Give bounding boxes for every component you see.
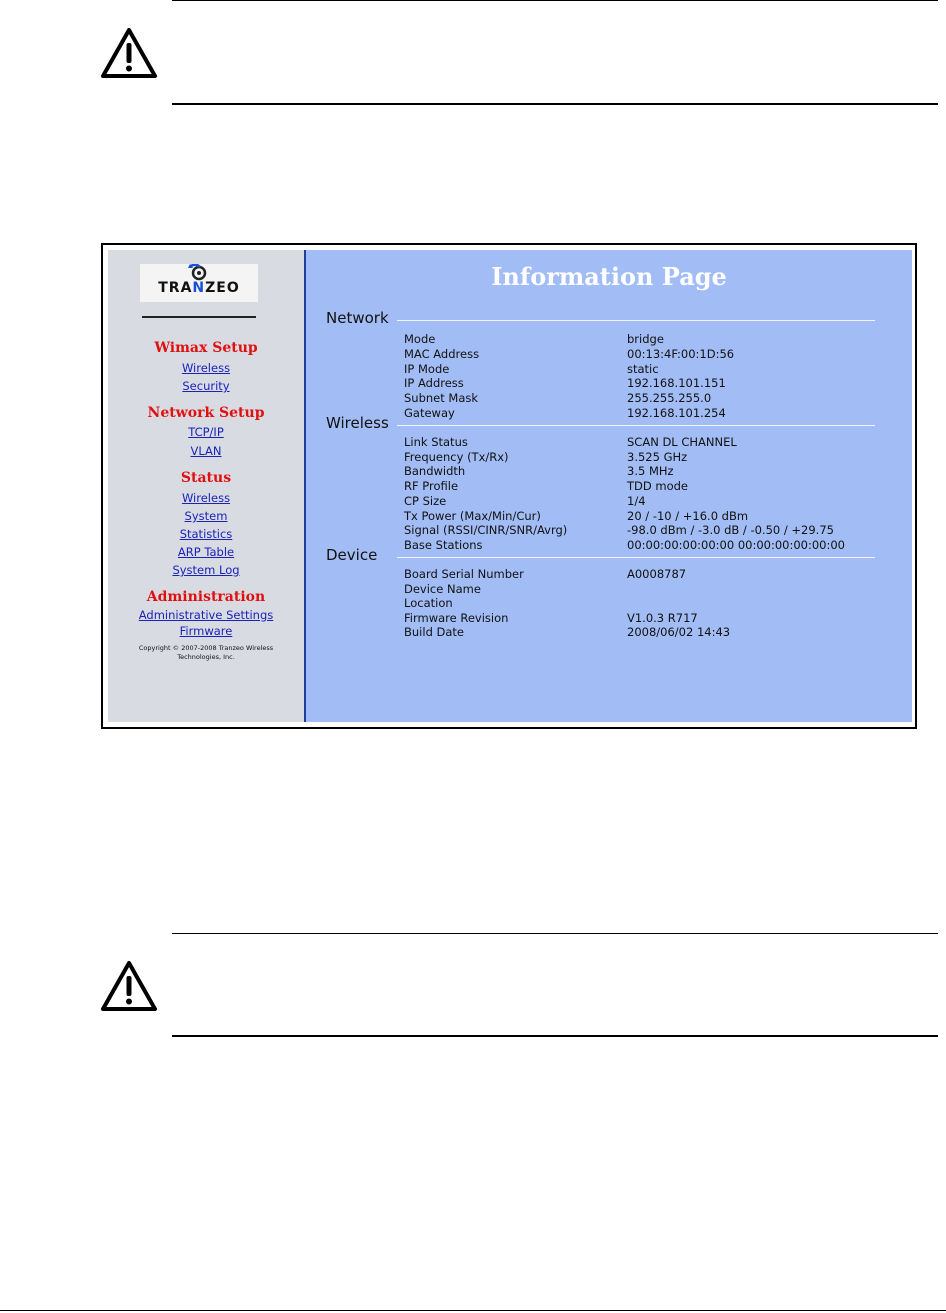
info-row-label: Tx Power (Max/Min/Cur) — [404, 508, 541, 523]
info-row-value: TDD mode — [627, 479, 689, 494]
info-row-label: Base Stations — [404, 537, 483, 552]
nav-link-tcp-ip[interactable]: TCP/IP — [188, 425, 224, 439]
tranzeo-logo — [140, 264, 258, 302]
section-divider-wireless — [397, 425, 875, 426]
nav-link-status-wireless[interactable]: Wireless — [181, 491, 231, 505]
section-label-wireless: Wireless — [326, 414, 389, 432]
info-row-label: Gateway — [404, 406, 455, 420]
info-row — [306, 450, 912, 464]
info-row-value: -98.0 dBm / -3.0 dB / -0.50 / +29.75 — [627, 523, 834, 538]
info-row — [306, 406, 912, 420]
info-row-label: Frequency (Tx/Rx) — [404, 449, 509, 464]
info-row — [306, 435, 912, 449]
info-row-value: 00:00:00:00:00:00 00:00:00:00:00:00 — [627, 537, 846, 552]
nav-heading-administration: Administration — [146, 589, 266, 605]
info-row-label: Signal (RSSI/CINR/SNR/Avrg) — [404, 523, 568, 538]
nav-heading-status: Status — [180, 470, 232, 486]
section-divider-device — [397, 557, 875, 558]
info-row-label: Link Status — [404, 435, 468, 449]
info-row-value: 3.5 MHz — [627, 464, 674, 479]
info-row-value: 20 / -10 / +16.0 dBm — [627, 508, 749, 523]
warning-icon — [100, 960, 158, 1012]
info-row-label: RF Profile — [404, 479, 459, 494]
nav-link-security[interactable]: Security — [182, 379, 230, 393]
info-row — [306, 567, 912, 581]
info-row-value: static — [627, 361, 659, 376]
info-row — [306, 538, 912, 552]
info-row-value: 00:13:4F:00:1D:56 — [627, 346, 735, 361]
info-row-label: MAC Address — [404, 346, 480, 361]
info-row-value: SCAN DL CHANNEL — [627, 435, 737, 449]
nav-link-arp-table[interactable]: ARP Table — [177, 545, 235, 559]
info-row-label: Firmware Revision — [404, 610, 509, 625]
section-label-device: Device — [326, 546, 378, 564]
nav-heading-network-setup: Network Setup — [147, 405, 265, 421]
info-row-label: IP Address — [404, 376, 464, 391]
copyright-line-1: Copyright © 2007-2008 Tranzeo Wireless — [138, 644, 274, 652]
nav-link-system[interactable]: System — [184, 509, 228, 523]
info-row — [306, 509, 912, 523]
info-row — [306, 625, 912, 639]
info-row — [306, 596, 912, 610]
info-row-label: Board Serial Number — [404, 567, 524, 581]
nav-link-wimax-wireless[interactable]: Wireless — [181, 361, 231, 375]
info-row-value: 3.525 GHz — [627, 449, 688, 464]
info-row — [306, 391, 912, 405]
info-row — [306, 479, 912, 493]
nav-link-administrative-settings[interactable]: Administrative Settings — [138, 608, 274, 622]
logo-divider — [142, 316, 256, 318]
copyright-text — [112, 644, 300, 662]
info-row-value: bridge — [627, 332, 664, 346]
info-row-label: IP Mode — [404, 361, 450, 376]
copyright-line-2: Technologies, Inc. — [177, 653, 235, 661]
info-row-value: 192.168.101.151 — [627, 376, 726, 391]
caution-top-rule-top — [172, 0, 938, 1]
info-row-label: Location — [404, 596, 453, 611]
info-row-label: Build Date — [404, 625, 465, 640]
caution-bottom-rule-bottom — [172, 1035, 938, 1037]
main-panel — [306, 250, 912, 722]
section-divider-network — [397, 320, 875, 321]
info-row-label: Mode — [404, 332, 436, 346]
info-row — [306, 376, 912, 390]
nav-link-system-log[interactable]: System Log — [172, 563, 240, 577]
section-label-network: Network — [326, 309, 389, 327]
info-row — [306, 494, 912, 508]
logo-text: TRANZEO — [158, 280, 240, 296]
info-row-label: Subnet Mask — [404, 391, 479, 406]
info-row-value: 2008/06/02 14:43 — [627, 625, 731, 640]
warning-icon — [100, 27, 158, 79]
page-footer-rule — [0, 1310, 946, 1311]
info-row — [306, 347, 912, 361]
info-row-value: V1.0.3 R717 — [627, 610, 698, 625]
info-row-value: A0008787 — [627, 567, 687, 581]
sidebar — [108, 250, 306, 722]
info-row-label: Bandwidth — [404, 464, 466, 479]
info-row-label: CP Size — [404, 493, 447, 508]
caution-top-rule-bottom — [172, 103, 938, 105]
nav-link-firmware[interactable]: Firmware — [179, 624, 233, 638]
info-row-label: Device Name — [404, 581, 481, 596]
nav-link-vlan[interactable]: VLAN — [190, 444, 222, 458]
nav-heading-wimax-setup: Wimax Setup — [154, 340, 258, 356]
caution-bottom-rule-top — [172, 933, 938, 934]
info-row-value: 255.255.255.0 — [627, 391, 712, 406]
info-row-value: 1/4 — [627, 493, 646, 508]
info-row — [306, 464, 912, 478]
info-row — [306, 362, 912, 376]
info-row — [306, 523, 912, 537]
info-row — [306, 611, 912, 625]
info-row — [306, 582, 912, 596]
nav-link-statistics[interactable]: Statistics — [179, 527, 233, 541]
device-screenshot — [101, 243, 917, 729]
info-row — [306, 332, 912, 346]
page-title: Information Page — [491, 262, 727, 291]
info-row-value: 192.168.101.254 — [627, 406, 726, 420]
